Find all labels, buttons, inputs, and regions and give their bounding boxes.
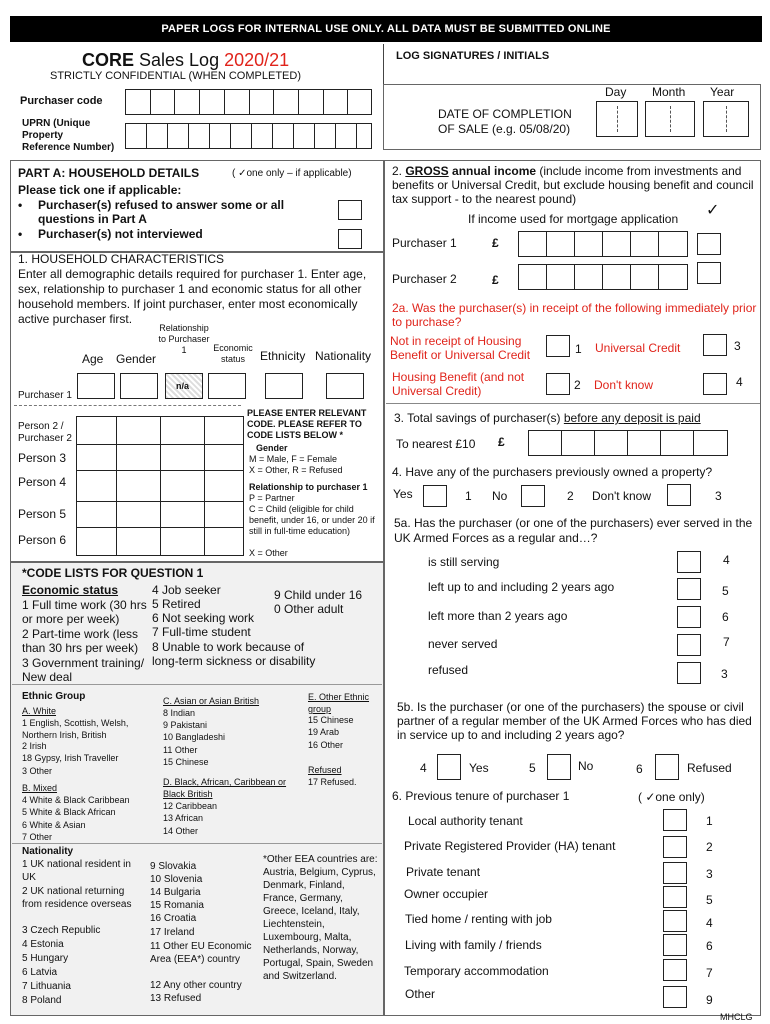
check-icon: ✓ <box>706 202 720 219</box>
refused-checkbox[interactable] <box>338 200 362 220</box>
economic-5: 5 Retired <box>152 597 201 611</box>
bullet: • <box>18 198 23 212</box>
year-label: Year <box>710 85 735 99</box>
uprn-label-2: Property <box>22 130 64 141</box>
col-age: Age <box>82 352 104 366</box>
nationality-heading: Nationality <box>22 846 74 857</box>
divider <box>12 843 382 844</box>
economic-7: 7 Full-time student <box>152 625 251 639</box>
refused-option-line2: questions in Part A <box>38 212 147 226</box>
codes-heading: PLEASE ENTER RELEVANT CODE. PLEASE REFER TO CODE LISTS BELOW * <box>247 408 367 440</box>
q6-option-5: Tied home / renting with job <box>405 912 552 926</box>
asian-15: 15 Chinese <box>163 757 209 767</box>
economic-2: 2 Part-time work (less than 30 hrs per week) <box>22 627 139 655</box>
uprn-label-3: Reference Number) <box>22 142 115 153</box>
purchaser1-ethnicity-input[interactable] <box>265 373 303 399</box>
white-2: 2 Irish <box>22 741 47 751</box>
white-18: 18 Gypsy, Irish Traveller <box>22 753 119 763</box>
not-interviewed-option: Purchaser(s) not interviewed <box>38 227 203 241</box>
mixed-6: 6 White & Asian <box>22 820 86 830</box>
q6-code-5: 4 <box>706 916 713 930</box>
nationality-3: 3 Czech Republic <box>22 925 101 936</box>
purchaser1-income-input[interactable] <box>518 231 688 257</box>
q2-desc: (include income from investments and benefits or Universal Credit, but exclude housing benefit and council tax support - to the nearest pound) <box>392 164 754 206</box>
economic-0: 0 Other adult <box>274 602 344 616</box>
bullet: • <box>18 227 23 241</box>
household-title: 1. HOUSEHOLD CHARACTERISTICS <box>18 252 225 266</box>
nationality-11: 11 Other EU Economic Area (EEA*) country <box>150 941 252 965</box>
divider <box>383 44 384 86</box>
na-label: n/a <box>176 381 190 391</box>
q6-checkbox-3[interactable] <box>663 862 687 884</box>
nationality-1: 1 UK national resident in UK <box>22 859 131 883</box>
q4-code-2: 2 <box>567 489 574 503</box>
q5a-code-5: 3 <box>721 667 728 681</box>
q6-code-1: 1 <box>706 814 713 828</box>
q5b-code-4: 4 <box>420 761 427 775</box>
white-1: 1 English, Scottish, Welsh, Northern Irish, British <box>22 718 129 740</box>
q3-nearest: To nearest £10 <box>396 437 476 451</box>
refused-heading: Refused <box>308 765 342 775</box>
title-bold: CORE <box>82 50 135 70</box>
purchaser2-income-label: Purchaser 2 <box>392 272 457 286</box>
q5b-code-5: 5 <box>529 761 536 775</box>
q4-no: No <box>492 489 508 503</box>
eea-note: *Other EEA countries are: Austria, Belgium, Cyprus, Denmark, Finland, France, Germany, Greece, Iceland, Italy, Liechtenstein, Luxembourg, Malta, Netherlands, Norway, Portugal, Spain, Sweden and Switzerland. <box>263 854 378 982</box>
person6-label: Person 6 <box>18 533 67 547</box>
title-normal: Sales Log <box>134 50 225 70</box>
asian-10: 10 Bangladeshi <box>163 732 226 742</box>
q6-code-6: 6 <box>706 939 713 953</box>
q5a-checkbox-2[interactable] <box>677 578 701 600</box>
q6-option-6: Living with family / friends <box>405 938 542 952</box>
nationality-10: 10 Slovenia <box>150 874 203 885</box>
q2-gross: GROSS <box>405 164 449 178</box>
black-13: 13 African <box>163 813 204 823</box>
relationship-partner: P = Partner <box>249 493 295 503</box>
q2a-checkbox-1[interactable] <box>546 335 570 357</box>
q6-note: ( ✓one only) <box>638 790 705 804</box>
asian-9: 9 Pakistani <box>163 720 208 730</box>
purchaser1-nationality-input[interactable] <box>326 373 364 399</box>
mortgage-label: If income used for mortgage application <box>468 212 679 226</box>
q5a-checkbox-3[interactable] <box>677 606 701 628</box>
col-gender: Gender <box>116 352 157 366</box>
other-19: 19 Arab <box>308 727 340 737</box>
q5a-code-3: 6 <box>722 610 729 624</box>
q2a-checkbox-3[interactable] <box>703 334 727 356</box>
asian-heading: C. Asian or Asian British <box>163 696 260 706</box>
q5b-refused: Refused <box>687 761 732 775</box>
day-label: Day <box>605 85 627 99</box>
black-12: 12 Caribbean <box>163 801 218 811</box>
q6-label: 6. Previous tenure of purchaser 1 <box>392 789 570 803</box>
uprn-input[interactable] <box>125 123 372 149</box>
mixed-heading: B. Mixed <box>22 783 58 793</box>
q5a-option-3: left more than 2 years ago <box>428 609 568 623</box>
q6-option-2: Private Registered Provider (HA) tenant <box>404 839 616 853</box>
purchaser1-label: Purchaser 1 <box>18 390 72 401</box>
q5a-option-2: left up to and including 2 years ago <box>428 580 615 594</box>
q2a-label: 2a. Was the purchaser(s) in receipt of the following immediately prior to purchase? <box>392 301 757 329</box>
q2a-checkbox-2[interactable] <box>546 373 570 395</box>
q4-code-3: 3 <box>715 489 722 503</box>
purchaser1-income-label: Purchaser 1 <box>392 236 457 250</box>
white-3: 3 Other <box>22 766 53 776</box>
q6-checkbox-2[interactable] <box>663 836 687 858</box>
other-ethnic-heading: E. Other Ethnic group <box>308 692 370 714</box>
q5a-label: 5a. Has the purchaser (or one of the purchasers) ever served in the UK Armed Forces as a regular and…? <box>394 516 753 545</box>
q2-num: 2. <box>392 164 406 178</box>
uprn-label-1: UPRN (Unique <box>22 118 91 129</box>
q6-code-8: 9 <box>706 993 713 1007</box>
gender-codes-2: X = Other, R = Refused <box>249 465 343 475</box>
q5a-option-1: is still serving <box>428 555 500 569</box>
nationality-14: 14 Bulgaria <box>150 887 201 898</box>
purchaser1-relationship-na <box>165 373 203 399</box>
purchaser-code-label: Purchaser code <box>20 95 103 107</box>
nationality-4: 4 Estonia <box>22 939 64 950</box>
q2a-option-4: Don't know <box>594 378 653 392</box>
q6-option-8: Other <box>405 987 436 1001</box>
economic-6: 6 Not seeking work <box>152 611 255 625</box>
household-instructions: Enter all demographic details required for purchaser 1. Enter age, sex, relationship to purchaser 1 and economic status for all other household members. If joint purchaser, enter most economically active purchaser first. <box>18 267 367 326</box>
page-title <box>82 50 289 71</box>
q3-label <box>394 412 701 426</box>
savings-input[interactable] <box>528 430 728 456</box>
black-14: 14 Other <box>163 826 199 836</box>
purchaser1-gender-input[interactable] <box>120 373 158 399</box>
purchaser2-income-input[interactable] <box>518 264 688 290</box>
q6-checkbox-4[interactable] <box>663 886 687 908</box>
day-input[interactable] <box>596 101 638 137</box>
q5b-no: No <box>578 759 594 773</box>
q6-option-1: Local authority tenant <box>408 814 523 828</box>
q4-yes-checkbox[interactable] <box>423 485 447 507</box>
q6-checkbox-1[interactable] <box>663 809 687 831</box>
part-a-note: ( ✓one only – if applicable) <box>232 168 352 179</box>
q6-option-4: Owner occupier <box>404 887 489 901</box>
q4-code-1: 1 <box>465 489 472 503</box>
q2a-code-1: 1 <box>575 342 582 356</box>
nationality-5: 5 Hungary <box>22 953 69 964</box>
person2-label-1: Person 2 / <box>18 421 64 432</box>
month-input[interactable] <box>645 101 695 137</box>
divider <box>12 684 382 685</box>
q2-label <box>392 164 754 206</box>
q6-checkbox-5[interactable] <box>663 910 687 932</box>
q2a-code-3: 3 <box>734 339 741 353</box>
mixed-4: 4 White & Black Caribbean <box>22 795 130 805</box>
person4-label: Person 4 <box>18 475 67 489</box>
nationality-16: 16 Croatia <box>150 913 197 924</box>
purchaser2-mortgage-checkbox[interactable] <box>697 262 721 284</box>
nationality-13: 13 Refused <box>150 993 202 1004</box>
person3-label: Person 3 <box>18 451 67 465</box>
q6-code-7: 7 <box>706 966 713 980</box>
q4-yes: Yes <box>393 487 413 501</box>
q2a-code-4: 4 <box>736 375 743 389</box>
black-heading: D. Black, African, Caribbean or Black British <box>163 777 287 799</box>
q5a-checkbox-4[interactable] <box>677 634 701 656</box>
nationality-15: 15 Romania <box>150 900 204 911</box>
q5a-checkbox-5[interactable] <box>677 662 701 684</box>
refused-17: 17 Refused. <box>308 777 357 787</box>
banner: PAPER LOGS FOR INTERNAL USE ONLY. ALL DATA MUST BE SUBMITTED ONLINE <box>10 16 762 42</box>
purchaser1-economic-input[interactable] <box>208 373 246 399</box>
gender-heading: Gender <box>256 443 288 453</box>
q5a-option-5: refused <box>428 663 469 677</box>
mixed-5: 5 White & Black African <box>22 807 116 817</box>
q4-no-checkbox[interactable] <box>521 485 545 507</box>
col-nationality: Nationality <box>315 349 372 363</box>
q5b-yes: Yes <box>469 761 489 775</box>
divider <box>386 403 760 404</box>
asian-8: 8 Indian <box>163 708 196 718</box>
nationality-2: 2 UK national returning from residence overseas <box>22 886 132 910</box>
q6-code-4: 5 <box>706 893 713 907</box>
col-economic: Economic status <box>213 343 253 364</box>
q2-title: annual income <box>448 164 537 178</box>
code-lists-title: *CODE LISTS FOR QUESTION 1 <box>22 566 204 580</box>
purchaser1-age-input[interactable] <box>77 373 115 399</box>
q6-checkbox-8[interactable] <box>663 986 687 1008</box>
month-label: Month <box>652 85 686 99</box>
mixed-7: 7 Other <box>22 832 53 842</box>
q5a-checkbox-1[interactable] <box>677 551 701 573</box>
q5a-code-2: 5 <box>722 584 729 598</box>
not-interviewed-checkbox[interactable] <box>338 229 362 249</box>
refused-option-line1: Purchaser(s) refused to answer some or all <box>38 198 285 212</box>
q6-code-2: 2 <box>706 840 713 854</box>
signatures-label: LOG SIGNATURES / INITIALS <box>396 50 550 62</box>
nationality-8: 8 Poland <box>22 995 62 1006</box>
col-ethnicity: Ethnicity <box>260 349 306 363</box>
q2a-option-1: Not in receipt of Housing Benefit or Universal Credit <box>390 334 531 362</box>
footer-mhclg: MHCLG <box>720 1012 753 1022</box>
pound-icon: £ <box>492 273 499 287</box>
nationality-7: 7 Lithuania <box>22 981 71 992</box>
q5b-no-checkbox[interactable] <box>547 754 571 780</box>
nationality-9: 9 Slovakia <box>150 861 197 872</box>
q5a-code-4: 7 <box>723 635 730 649</box>
q6-option-3: Private tenant <box>406 865 481 879</box>
pound-icon: £ <box>492 236 499 250</box>
q4-dk: Don't know <box>592 489 651 503</box>
gender-codes-1: M = Male, F = Female <box>249 454 338 464</box>
q6-option-7: Temporary accommodation <box>404 964 549 978</box>
separator <box>14 405 241 406</box>
relationship-other: X = Other <box>249 548 288 558</box>
q5b-refused-checkbox[interactable] <box>655 754 679 780</box>
part-a-title: PART A: HOUSEHOLD DETAILS <box>18 166 200 180</box>
title-year: 2020/21 <box>224 50 290 70</box>
q2a-checkbox-4[interactable] <box>703 373 727 395</box>
q6-checkbox-7[interactable] <box>663 959 687 981</box>
other-15: 15 Chinese <box>308 715 354 725</box>
purchaser1-mortgage-checkbox[interactable] <box>697 233 721 255</box>
q6-code-3: 3 <box>706 867 713 881</box>
q3-label-underline: before any deposit is paid <box>563 411 701 425</box>
q5a-code-1: 4 <box>723 553 730 567</box>
relationship-heading: Relationship to purchaser 1 <box>249 482 368 492</box>
subtitle: STRICTLY CONFIDENTIAL (WHEN COMPLETED) <box>50 70 301 82</box>
person2-label-2: Purchaser 2 <box>18 433 72 444</box>
q2a-option-2: Housing Benefit (and not Universal Credit) <box>392 370 525 398</box>
tick-prompt: Please tick one if applicable: <box>18 183 182 197</box>
ethnic-heading: Ethnic Group <box>22 691 86 702</box>
q2a-option-3: Universal Credit <box>595 341 681 355</box>
purchaser-code-input[interactable] <box>125 89 372 115</box>
col-relationship: Relationship to Purchaser 1 <box>158 323 210 355</box>
economic-heading: Economic status <box>22 583 119 597</box>
q4-label: 4. Have any of the purchasers previously owned a property? <box>392 465 713 479</box>
economic-1: 1 Full time work (30 hrs or more per week) <box>22 598 147 626</box>
relationship-child: C = Child (eligible for child benefit, under 16, or under 20 if still in full-time education) <box>249 504 375 536</box>
asian-11: 11 Other <box>163 745 198 755</box>
economic-4: 4 Job seeker <box>152 583 221 597</box>
economic-3: 3 Government training/ New deal <box>22 656 145 684</box>
q5b-yes-checkbox[interactable] <box>437 754 461 780</box>
economic-8: 8 Unable to work because of long-term sickness or disability <box>152 640 316 668</box>
nationality-12: 12 Any other country <box>150 980 242 991</box>
completion-label-1: DATE OF COMPLETION <box>438 107 572 121</box>
q3-label-start: 3. Total savings of purchaser(s) <box>394 411 564 425</box>
q6-checkbox-6[interactable] <box>663 934 687 956</box>
q5b-label: 5b. Is the purchaser (or one of the purchasers) the spouse or civil partner of a regular member of the UK Armed Forces who has died in service up to and including 2 years ago? <box>397 700 752 742</box>
q5a-option-4: never served <box>428 637 498 651</box>
persons-grid[interactable] <box>76 416 244 556</box>
pound-icon: £ <box>498 435 505 449</box>
nationality-6: 6 Latvia <box>22 967 58 978</box>
q2a-code-2: 2 <box>574 378 581 392</box>
completion-label-2: OF SALE (e.g. 05/08/20) <box>438 122 571 136</box>
person5-label: Person 5 <box>18 507 67 521</box>
other-16: 16 Other <box>308 740 344 750</box>
q5b-code-6: 6 <box>636 762 643 776</box>
year-input[interactable] <box>703 101 749 137</box>
white-heading: A. White <box>22 706 57 716</box>
economic-9: 9 Child under 16 <box>274 588 363 602</box>
nationality-17: 17 Ireland <box>150 927 195 938</box>
q4-dk-checkbox[interactable] <box>667 484 691 506</box>
